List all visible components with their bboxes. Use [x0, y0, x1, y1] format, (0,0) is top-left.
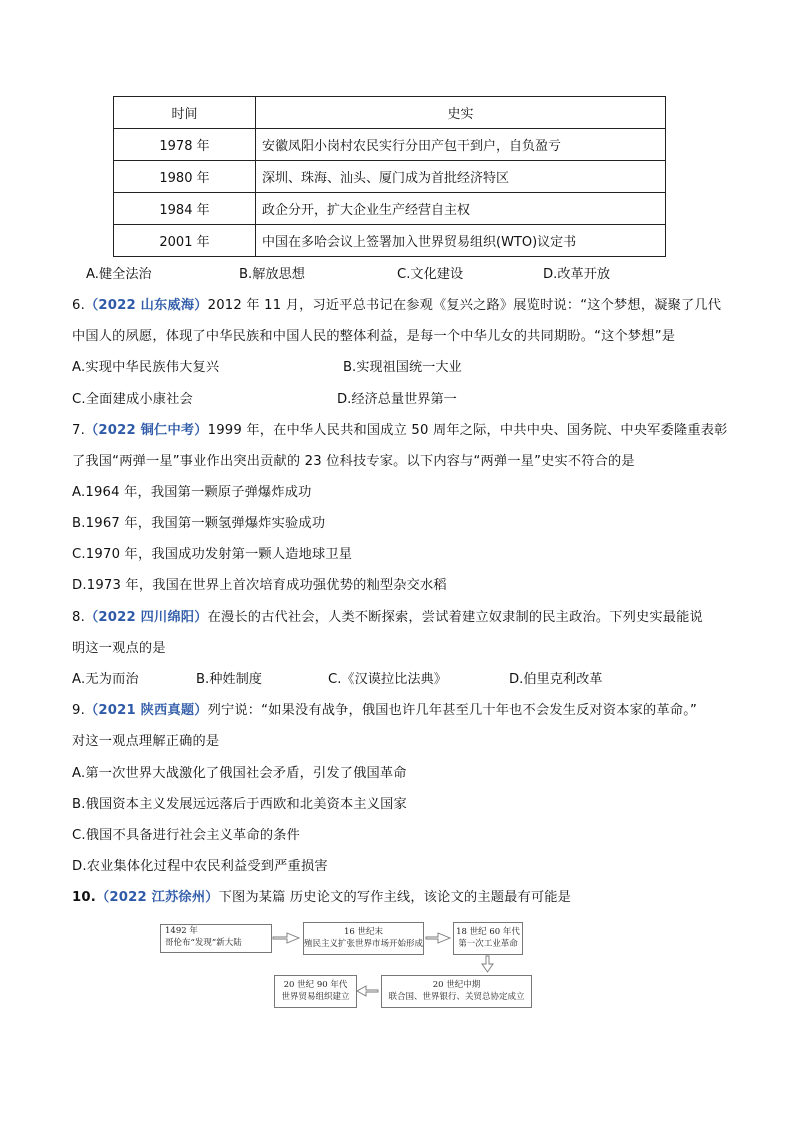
arrow-right-icon: [273, 933, 299, 943]
table-cell-fact: 安徽凤阳小岗村农民实行分田产包干到户，自负盈亏: [256, 129, 666, 161]
flow-box-20c-mid-line1: 20 世纪中期: [432, 980, 481, 990]
q7-source-tag: （2022 铜仁中考）: [84, 423, 208, 438]
flow-box-16c-line1: 16 世纪末: [343, 927, 384, 937]
q8-option-d: D.伯里克利改革: [509, 672, 603, 687]
q6-number: 6.: [72, 298, 85, 313]
q6-source-tag: （2022 山东威海）: [84, 298, 208, 313]
q5-option-d: D.改革开放: [543, 267, 611, 282]
q10-number: 10.: [72, 890, 96, 905]
q9-source-tag: （2021 陕西真题）: [84, 703, 208, 718]
q8-stem-line2: 明这一观点的是: [72, 641, 166, 656]
q7-stem-line2: 了我国“两弹一星”事业作出突出贡献的 23 位科技专家。以下内容与“两弹一星”史实不符合的是: [72, 454, 635, 469]
q8-option-c: C.《汉谟拉比法典》: [328, 672, 447, 687]
q7-option-c: C.1970 年，我国成功发射第一颗人造地球卫星: [72, 547, 353, 562]
q10-source-tag: （2022 江苏徐州）: [95, 890, 219, 905]
q6-option-b: B.实现祖国统一大业: [343, 360, 462, 375]
q9-option-d: D.农业集体化过程中农民利益受到严重损害: [72, 859, 328, 874]
q9-option-a: A.第一次世界大战激化了俄国社会矛盾，引发了俄国革命: [72, 766, 407, 781]
q9-number: 9.: [72, 703, 85, 718]
q9-option-c: C.俄国不具备进行社会主义革命的条件: [72, 828, 300, 843]
flow-box-18c-line2: 第一次工业革命: [458, 939, 518, 949]
flow-box-1492-line2: 哥伦布“发现”新大陆: [165, 938, 242, 948]
q7-option-a: A.1964 年，我国第一颗原子弹爆炸成功: [72, 485, 312, 500]
flow-box-1492-line1: 1492 年: [165, 926, 198, 936]
table-cell-time: 1980 年: [114, 161, 256, 193]
q8-option-a: A.无为而治: [72, 672, 139, 687]
q6-option-d: D.经济总量世界第一: [337, 392, 457, 407]
q7-number: 7.: [72, 423, 85, 438]
table-cell-fact: 中国在多哈会议上签署加入世界贸易组织(WTO)议定书: [256, 225, 666, 257]
q10-text-1: 下图为某篇 历史论文的写作主线，该论文的主题最有可能是: [218, 890, 572, 905]
q7-option-d: D.1973 年，我国在世界上首次培育成功强优势的籼型杂交水稻: [72, 578, 447, 593]
flow-box-18c-line1: 18 世纪 60 年代: [456, 927, 520, 937]
q8-text-1: 在漫长的古代社会，人类不断探索，尝试着建立奴隶制的民主政治。下列史实最能说: [207, 610, 703, 625]
table-header-time: 时间: [114, 97, 256, 129]
flow-box-20c-90s-line2: 世界贸易组织建立: [281, 992, 350, 1002]
q6-text-1: 2012 年 11 月，习近平总书记在参观《复兴之路》展览时说：“这个梦想，凝聚了几代: [207, 298, 722, 313]
q6-option-a: A.实现中华民族伟大复兴: [72, 360, 220, 375]
q5-option-a: A.健全法治: [86, 267, 152, 282]
q9-text-1: 列宁说：“如果没有战争，俄国也许几年甚至几十年也不会发生反对资本家的革命。”: [207, 703, 698, 718]
q8-number: 8.: [72, 610, 85, 625]
arrow-down-icon: [482, 956, 493, 972]
q9-stem-line2: 对这一观点理解正确的是: [72, 734, 220, 749]
q5-option-c: C.文化建设: [397, 267, 464, 282]
flow-box-20c-mid-line2: 联合国、世界银行、关贸总协定成立: [388, 992, 525, 1002]
table-cell-time: 1978 年: [114, 129, 256, 161]
q6-option-c: C.全面建成小康社会: [72, 392, 193, 407]
table-header-fact: 史实: [256, 97, 666, 129]
flow-box-16c-line2: 殖民主义扩张世界市场开始形成: [304, 939, 424, 949]
table-cell-fact: 深圳、珠海、汕头、厦门成为首批经济特区: [256, 161, 666, 193]
table-cell-time: 1984 年: [114, 193, 256, 225]
q6-stem-line2: 中国人的夙愿，体现了中华民族和中国人民的整体利益，是每一个中华儿女的共同期盼。“这个梦想”是: [72, 329, 676, 344]
q8-option-b: B.种姓制度: [196, 672, 262, 687]
q5-option-b: B.解放思想: [239, 267, 305, 282]
arrow-left-icon: [357, 986, 378, 996]
flow-box-20c-90s-line1: 20 世纪 90 年代: [283, 980, 348, 990]
table-cell-fact: 政企分开，扩大企业生产经营自主权: [256, 193, 666, 225]
q7-text-1: 1999 年，在中华人民共和国成立 50 周年之际，中共中央、国务院、中央军委隆重表彰: [207, 423, 728, 438]
q8-source-tag: （2022 四川绵阳）: [84, 610, 208, 625]
arrow-right-icon: [426, 933, 450, 943]
table-cell-time: 2001 年: [114, 225, 256, 257]
q7-option-b: B.1967 年，我国第一颗氢弹爆炸实验成功: [72, 516, 326, 531]
q9-option-b: B.俄国资本主义发展远远落后于西欧和北美资本主义国家: [72, 797, 407, 812]
